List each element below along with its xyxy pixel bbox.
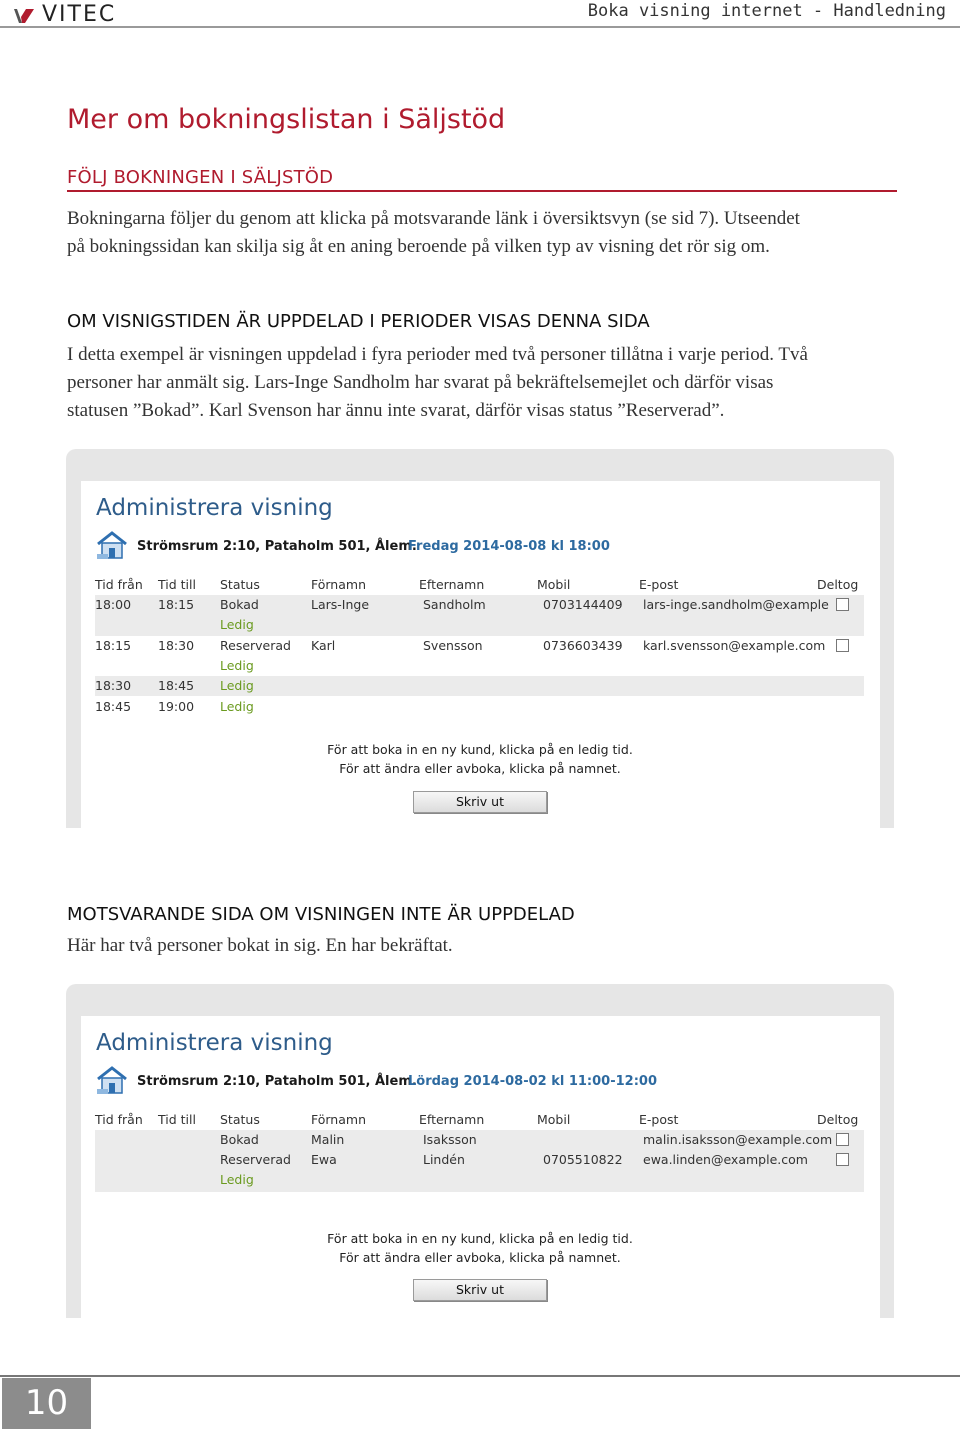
attended-checkbox[interactable] bbox=[836, 1133, 849, 1146]
intro-line: på bokningssidan kan skilja sig åt en aning beroende på vilken typ av visning det rör sig om. bbox=[67, 236, 770, 257]
vitec-logo-icon bbox=[12, 5, 36, 25]
page-number: 10 bbox=[2, 1378, 91, 1429]
cell-last-name-link[interactable]: Lindén bbox=[423, 1152, 465, 1167]
col-last-name: Efternamn bbox=[419, 577, 485, 592]
cell-status: Bokad bbox=[220, 597, 259, 612]
col-to: Tid till bbox=[158, 1112, 196, 1127]
cell-to: 18:30 bbox=[158, 638, 195, 653]
intro-line: Bokningarna följer du genom att klicka på motsvarande länk i översiktsvyn (se sid 7). Utseendet bbox=[67, 208, 800, 229]
col-mobile: Mobil bbox=[537, 1112, 571, 1127]
cell-mobile: 0703144409 bbox=[543, 597, 623, 612]
block1-paragraph bbox=[67, 341, 907, 425]
help-line: För att ändra eller avboka, klicka på namnet. bbox=[339, 761, 621, 776]
cell-from: 18:00 bbox=[95, 597, 132, 612]
attended-checkbox[interactable] bbox=[836, 598, 849, 611]
table-row[interactable] bbox=[95, 615, 864, 635]
cell-from: 18:45 bbox=[95, 699, 132, 714]
print-button[interactable]: Skriv ut bbox=[413, 791, 547, 813]
table-header bbox=[95, 1110, 864, 1130]
logo-text: VITEC bbox=[42, 2, 117, 27]
vitec-logo bbox=[12, 2, 116, 27]
table-header bbox=[95, 575, 864, 595]
subtitle-rule bbox=[67, 190, 897, 192]
house-icon bbox=[95, 1065, 129, 1095]
cell-last-name-link[interactable]: Isaksson bbox=[423, 1132, 477, 1147]
col-from: Tid från bbox=[95, 1112, 143, 1127]
print-button[interactable]: Skriv ut bbox=[413, 1279, 547, 1301]
cell-status-free-link[interactable]: Ledig bbox=[220, 658, 254, 673]
help-line: För att boka in en ny kund, klicka på en ledig tid. bbox=[327, 742, 633, 757]
house-icon bbox=[95, 530, 129, 560]
attended-checkbox[interactable] bbox=[836, 1153, 849, 1166]
showing-date: Fredag 2014-08-08 kl 18:00 bbox=[408, 539, 610, 554]
block1-heading: OM VISNIGSTIDEN ÄR UPPDELAD I PERIODER VISAS DENNA SIDA bbox=[67, 311, 650, 332]
col-first-name: Förnamn bbox=[311, 1112, 366, 1127]
block2-heading: MOTSVARANDE SIDA OM VISNINGEN INTE ÄR UPPDELAD bbox=[67, 904, 575, 925]
table-row[interactable] bbox=[95, 656, 864, 676]
attended-checkbox[interactable] bbox=[836, 639, 849, 652]
help-text bbox=[81, 1229, 879, 1267]
col-attended: Deltog bbox=[817, 1112, 859, 1127]
block2-line: Här har två personer bokat in sig. En har bekräftat. bbox=[67, 935, 453, 956]
cell-mobile: 0705510822 bbox=[543, 1152, 623, 1167]
cell-email: ewa.linden@example.com bbox=[643, 1152, 808, 1167]
admin-title: Administrera visning bbox=[96, 1030, 333, 1056]
cell-status-free-link[interactable]: Ledig bbox=[220, 617, 254, 632]
footer-rule bbox=[0, 1375, 960, 1377]
table-row[interactable] bbox=[95, 1170, 864, 1190]
admin-title: Administrera visning bbox=[96, 495, 333, 521]
cell-first-name-link[interactable]: Karl bbox=[311, 638, 336, 653]
cell-mobile: 0736603439 bbox=[543, 638, 623, 653]
cell-status-free-link[interactable]: Ledig bbox=[220, 678, 254, 693]
col-first-name: Förnamn bbox=[311, 577, 366, 592]
screenshot-undivided bbox=[66, 984, 894, 1318]
table-row[interactable] bbox=[95, 676, 864, 696]
block1-line: statusen ”Bokad”. Karl Svenson har ännu inte svarat, därför visas status ”Reserverad”. bbox=[67, 400, 725, 421]
col-email: E-post bbox=[639, 577, 679, 592]
cell-to: 18:45 bbox=[158, 678, 195, 693]
cell-status: Reserverad bbox=[220, 1152, 291, 1167]
col-attended: Deltog bbox=[817, 577, 859, 592]
cell-last-name-link[interactable]: Svensson bbox=[423, 638, 483, 653]
table-row[interactable] bbox=[95, 1150, 864, 1170]
property-address: Strömsrum 2:10, Pataholm 501, Ålem. bbox=[137, 539, 417, 554]
screenshot-periods bbox=[66, 449, 894, 828]
col-status: Status bbox=[220, 577, 260, 592]
admin-panel bbox=[81, 1016, 880, 1318]
cell-status: Bokad bbox=[220, 1132, 259, 1147]
help-line: För att boka in en ny kund, klicka på en ledig tid. bbox=[327, 1231, 633, 1246]
cell-email: malin.isaksson@example.com bbox=[643, 1132, 833, 1147]
col-mobile: Mobil bbox=[537, 577, 571, 592]
section-title: Mer om bokningslistan i Säljstöd bbox=[67, 104, 506, 135]
cell-last-name-link[interactable]: Sandholm bbox=[423, 597, 486, 612]
col-to: Tid till bbox=[158, 577, 196, 592]
admin-panel bbox=[81, 481, 880, 828]
help-text bbox=[81, 740, 879, 778]
col-last-name: Efternamn bbox=[419, 1112, 485, 1127]
intro-paragraph bbox=[67, 205, 907, 261]
cell-first-name-link[interactable]: Ewa bbox=[311, 1152, 337, 1167]
cell-to: 18:15 bbox=[158, 597, 195, 612]
table-row[interactable] bbox=[95, 595, 864, 615]
cell-from: 18:15 bbox=[95, 638, 132, 653]
table-row[interactable] bbox=[95, 1130, 864, 1150]
cell-status-free-link[interactable]: Ledig bbox=[220, 1172, 254, 1187]
cell-first-name-link[interactable]: Lars-Inge bbox=[311, 597, 370, 612]
block1-line: personer har anmält sig. Lars-Inge Sandholm har svarat på bekräftelsemejlet och därför visas bbox=[67, 372, 774, 393]
cell-email: lars-inge.sandholm@example bbox=[643, 597, 829, 612]
help-line: För att ändra eller avboka, klicka på namnet. bbox=[339, 1250, 621, 1265]
table-row[interactable] bbox=[95, 697, 864, 717]
col-from: Tid från bbox=[95, 577, 143, 592]
cell-status-free-link[interactable]: Ledig bbox=[220, 699, 254, 714]
document-title: Boka visning internet - Handledning bbox=[587, 1, 946, 21]
section-subtitle: FÖLJ BOKNINGEN I SÄLJSTÖD bbox=[67, 167, 334, 188]
showing-date: Lördag 2014-08-02 kl 11:00-12:00 bbox=[408, 1074, 657, 1089]
page-header bbox=[0, 0, 960, 28]
cell-email: karl.svensson@example.com bbox=[643, 638, 826, 653]
block1-line: I detta exempel är visningen uppdelad i fyra perioder med två personer tillåtna i varje period. Två bbox=[67, 344, 808, 365]
col-status: Status bbox=[220, 1112, 260, 1127]
cell-first-name-link[interactable]: Malin bbox=[311, 1132, 345, 1147]
property-address: Strömsrum 2:10, Pataholm 501, Ålem. bbox=[137, 1074, 417, 1089]
cell-from: 18:30 bbox=[95, 678, 132, 693]
block2-paragraph bbox=[67, 932, 907, 960]
col-email: E-post bbox=[639, 1112, 679, 1127]
table-row[interactable] bbox=[95, 636, 864, 656]
cell-to: 19:00 bbox=[158, 699, 195, 714]
cell-status: Reserverad bbox=[220, 638, 291, 653]
